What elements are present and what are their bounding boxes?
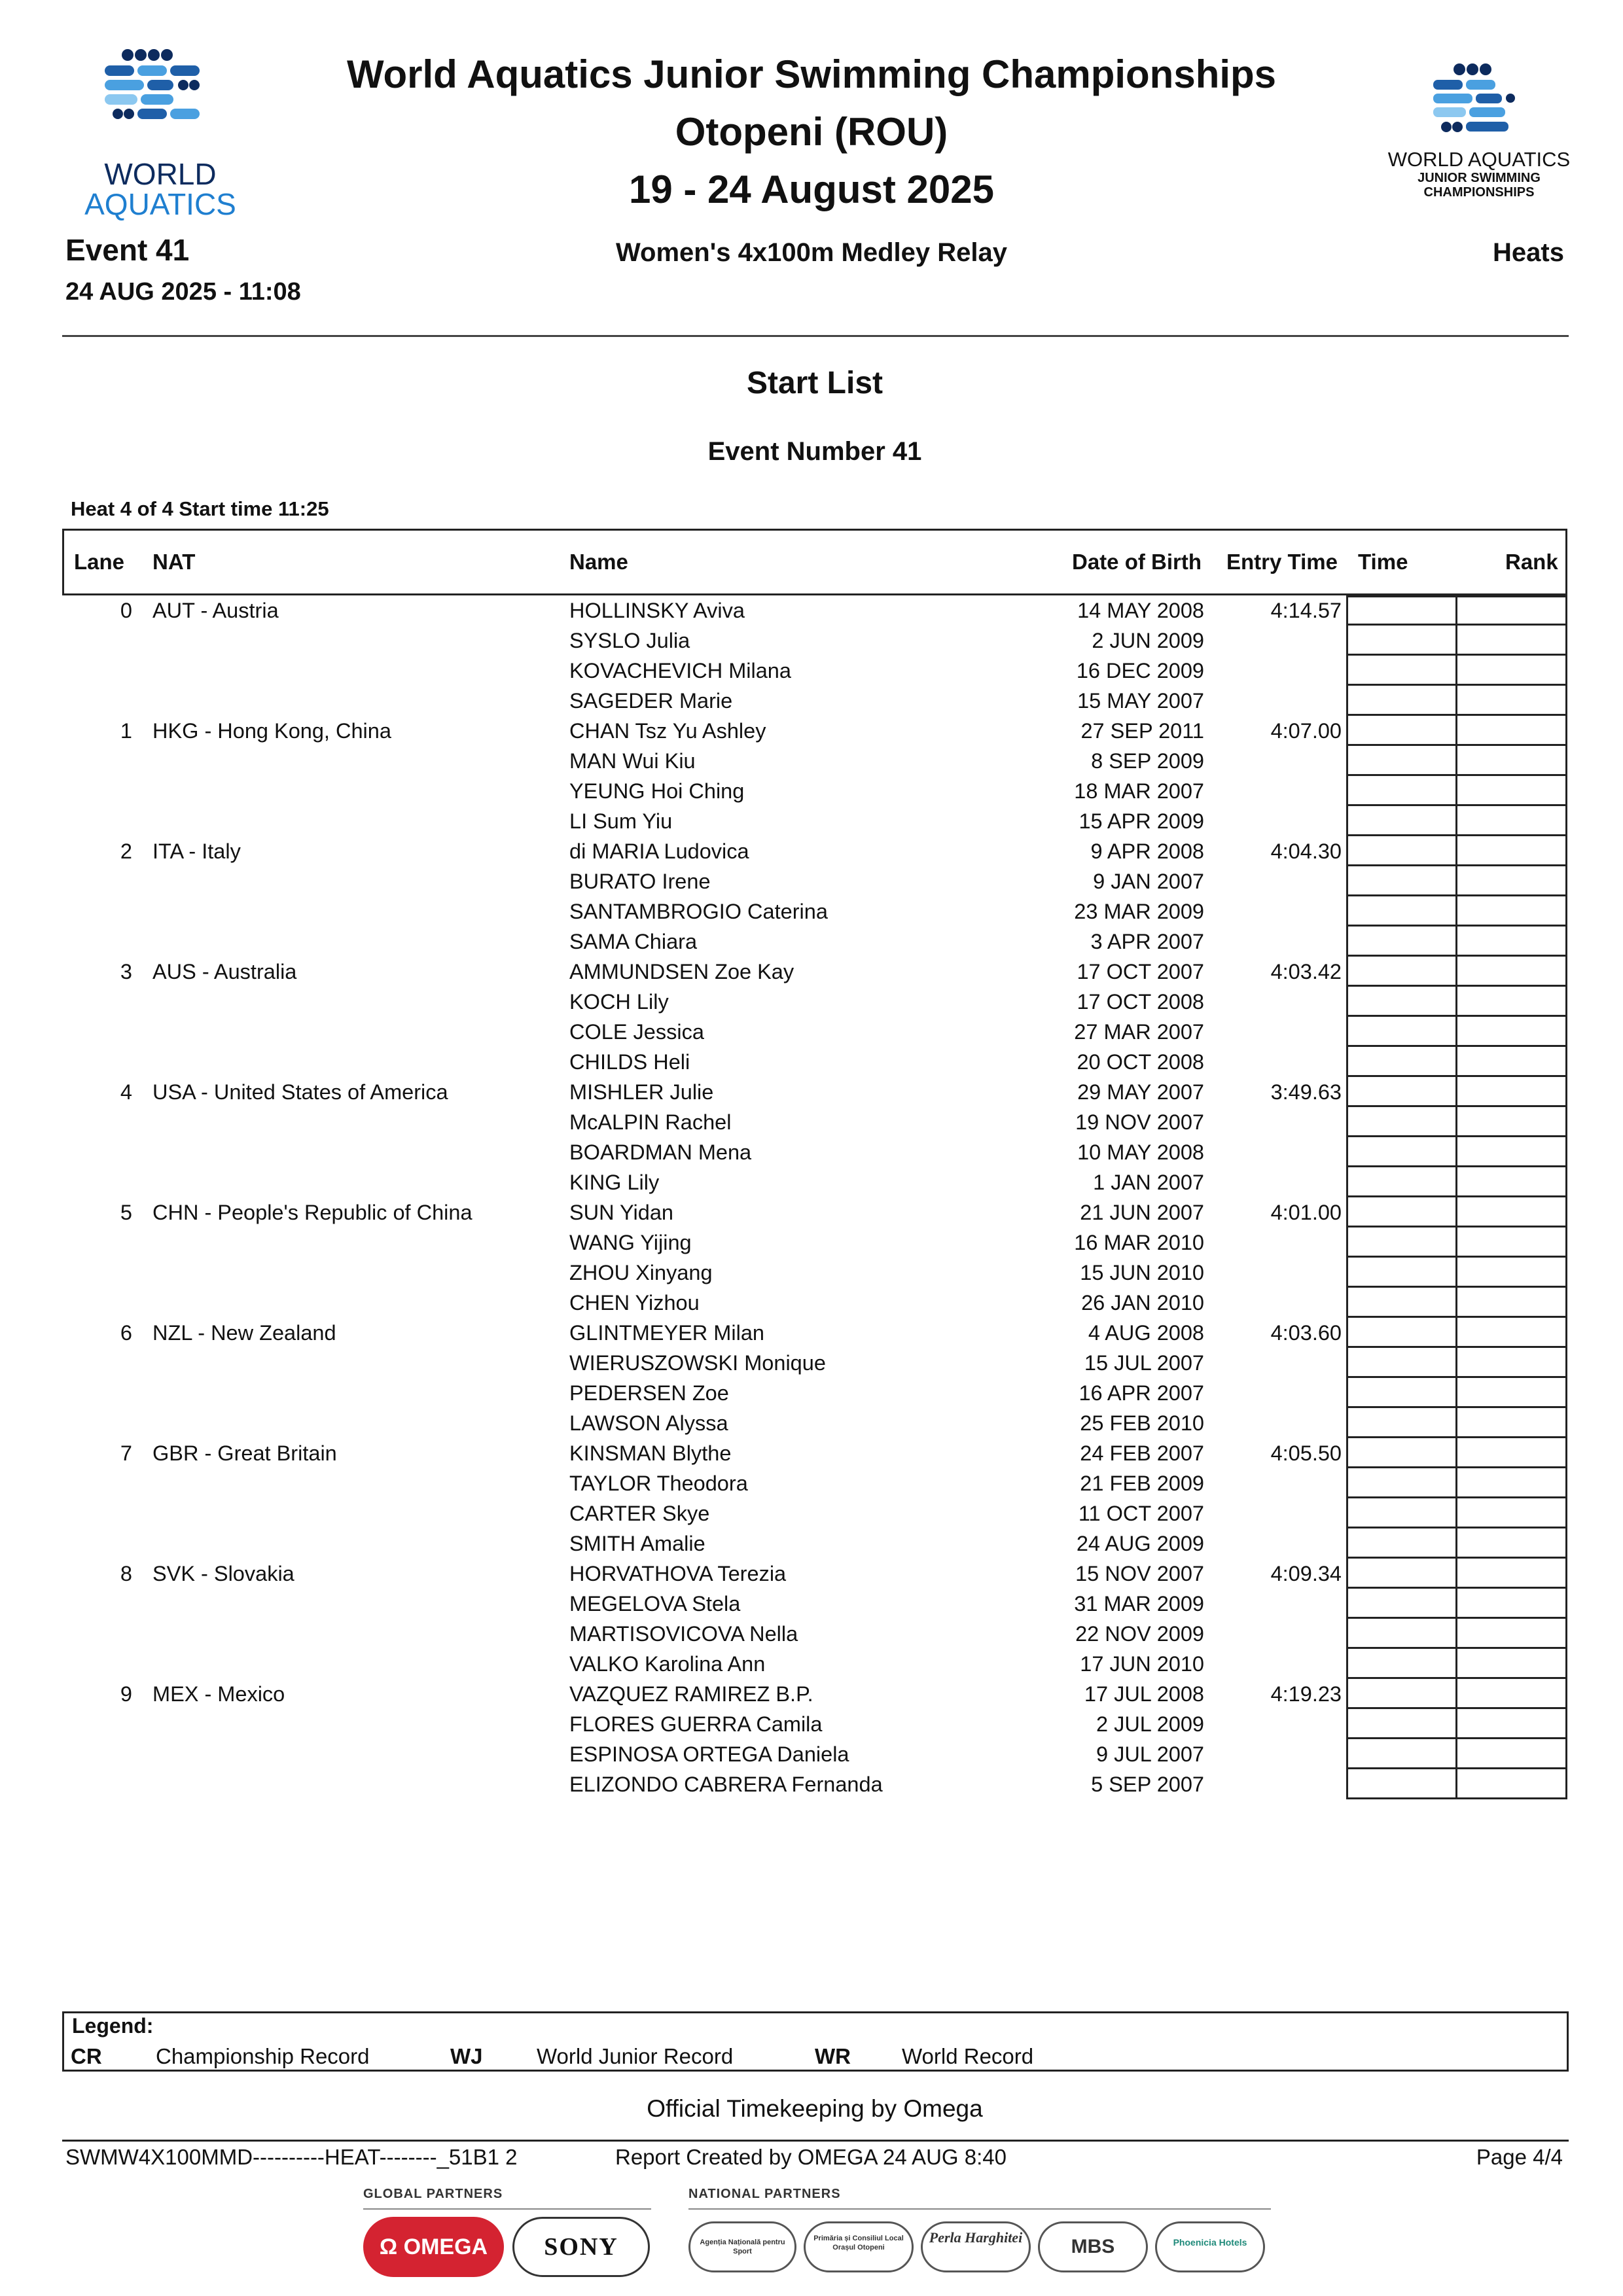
date-of-birth-cell: 22 NOV 2009 xyxy=(1075,1622,1204,1646)
nat-cell: NZL - New Zealand xyxy=(152,1321,336,1345)
time-cell xyxy=(1346,1468,1457,1498)
time-cell xyxy=(1346,1739,1457,1769)
heat-info: Heat 4 of 4 Start time 11:25 xyxy=(71,497,329,520)
time-cell xyxy=(1346,1679,1457,1709)
world-aquatics-logo xyxy=(65,44,255,221)
date-of-birth-cell: 16 DEC 2009 xyxy=(1076,659,1204,682)
time-cell xyxy=(1346,1137,1457,1167)
header-rank: Rank xyxy=(1505,550,1558,574)
table-row xyxy=(0,686,1623,716)
rank-cell xyxy=(1455,716,1567,746)
table-row xyxy=(0,866,1623,896)
swimmer-name-cell: MISHLER Julie xyxy=(569,1080,714,1104)
date-of-birth-cell: 27 MAR 2007 xyxy=(1074,1020,1204,1044)
table-row xyxy=(0,595,1623,626)
lane-cell: 5 xyxy=(120,1201,132,1224)
swimmer-name-cell: KINSMAN Blythe xyxy=(569,1441,732,1465)
time-cell xyxy=(1346,836,1457,866)
date-of-birth-cell: 20 OCT 2008 xyxy=(1077,1050,1204,1074)
rank-cell xyxy=(1455,1649,1567,1679)
otopeni-logo: Primăria și Consiliul Local Orașul Otopeni xyxy=(804,2221,914,2272)
table-row xyxy=(0,1318,1623,1348)
swimmer-name-cell: LI Sum Yiu xyxy=(569,809,673,833)
swimmer-name-cell: YEUNG Hoi Ching xyxy=(569,779,745,803)
lane-cell: 6 xyxy=(120,1321,132,1345)
rank-cell xyxy=(1455,1468,1567,1498)
date-of-birth-cell: 2 JUL 2009 xyxy=(1096,1712,1204,1736)
rank-cell xyxy=(1455,1167,1567,1197)
table-row xyxy=(0,957,1623,987)
time-cell xyxy=(1346,1107,1457,1137)
rank-cell xyxy=(1455,1589,1567,1619)
date-of-birth-cell: 27 SEP 2011 xyxy=(1080,719,1204,743)
rank-cell xyxy=(1455,987,1567,1017)
rank-cell xyxy=(1455,836,1567,866)
time-cell xyxy=(1346,1227,1457,1258)
header-name: Name xyxy=(569,550,628,574)
junior-championships-logo-icon xyxy=(1361,59,1597,157)
time-cell xyxy=(1346,1619,1457,1649)
lane-cell: 2 xyxy=(120,839,132,863)
nat-cell: MEX - Mexico xyxy=(152,1682,285,1706)
swimmer-name-cell: LAWSON Alyssa xyxy=(569,1411,728,1435)
document-title: Start List xyxy=(746,366,883,400)
legend-label-cr: Championship Record xyxy=(156,2044,370,2068)
date-of-birth-cell: 23 MAR 2009 xyxy=(1074,900,1204,923)
rank-cell xyxy=(1455,656,1567,686)
date-of-birth-cell: 17 OCT 2007 xyxy=(1077,960,1204,983)
rank-cell xyxy=(1455,626,1567,656)
rank-cell xyxy=(1455,1769,1567,1799)
header-lane: Lane xyxy=(74,550,125,574)
table-row xyxy=(0,716,1623,746)
swimmer-name-cell: ZHOU Xinyang xyxy=(569,1261,713,1284)
rank-cell xyxy=(1455,1288,1567,1318)
rank-cell xyxy=(1455,1739,1567,1769)
table-row xyxy=(0,1258,1623,1288)
swimmer-name-cell: MARTISOVICOVA Nella xyxy=(569,1622,798,1646)
time-cell xyxy=(1346,716,1457,746)
time-cell xyxy=(1346,1438,1457,1468)
rank-cell xyxy=(1455,1559,1567,1589)
rank-cell xyxy=(1455,746,1567,776)
date-of-birth-cell: 24 AUG 2009 xyxy=(1076,1532,1204,1555)
date-of-birth-cell: 17 JUN 2010 xyxy=(1080,1652,1204,1676)
entry-time-cell: 4:14.57 xyxy=(1270,599,1342,622)
swimmer-name-cell: VAZQUEZ RAMIREZ B.P. xyxy=(569,1682,813,1706)
rank-cell xyxy=(1455,686,1567,716)
rank-cell xyxy=(1455,1017,1567,1047)
swimmer-name-cell: SAMA Chiara xyxy=(569,930,698,953)
event-number: Event 41 xyxy=(65,233,190,267)
date-of-birth-cell: 1 JAN 2007 xyxy=(1093,1171,1204,1194)
time-cell xyxy=(1346,806,1457,836)
table-row xyxy=(0,1047,1623,1077)
table-row xyxy=(0,806,1623,836)
time-cell xyxy=(1346,1288,1457,1318)
lane-cell: 8 xyxy=(120,1562,132,1585)
perla-harghitei-logo: Perla Harghitei xyxy=(921,2221,1031,2272)
swimmer-name-cell: COLE Jessica xyxy=(569,1020,704,1044)
swimmer-name-cell: BURATO Irene xyxy=(569,870,711,893)
time-cell xyxy=(1346,746,1457,776)
time-cell xyxy=(1346,1769,1457,1799)
title-line-1: World Aquatics Junior Swimming Championships xyxy=(346,52,1277,96)
table-row xyxy=(0,1107,1623,1137)
page-number: Page 4/4 xyxy=(1476,2145,1563,2169)
table-row xyxy=(0,1589,1623,1619)
time-cell xyxy=(1346,1318,1457,1348)
rank-cell xyxy=(1455,1498,1567,1528)
rank-cell xyxy=(1455,776,1567,806)
table-row xyxy=(0,836,1623,866)
lane-cell: 7 xyxy=(120,1441,132,1465)
document-subtitle: Event Number 41 xyxy=(707,437,922,466)
table-row xyxy=(0,1528,1623,1559)
time-cell xyxy=(1346,1378,1457,1408)
date-of-birth-cell: 4 AUG 2008 xyxy=(1088,1321,1204,1345)
rank-cell xyxy=(1455,1197,1567,1227)
junior-championships-logo xyxy=(1361,59,1597,222)
date-of-birth-cell: 15 JUL 2007 xyxy=(1084,1351,1204,1375)
date-of-birth-cell: 8 SEP 2009 xyxy=(1091,749,1204,773)
nat-cell: GBR - Great Britain xyxy=(152,1441,337,1465)
table-row xyxy=(0,1559,1623,1589)
swimmer-name-cell: SAGEDER Marie xyxy=(569,689,733,713)
date-of-birth-cell: 11 OCT 2007 xyxy=(1078,1502,1204,1525)
date-of-birth-cell: 21 JUN 2007 xyxy=(1080,1201,1204,1224)
header-date-of-birth: Date of Birth xyxy=(1072,550,1202,574)
event-phase: Heats xyxy=(1493,238,1564,267)
rank-cell xyxy=(1455,1077,1567,1107)
swimmer-name-cell: HORVATHOVA Terezia xyxy=(569,1562,787,1585)
swimmer-name-cell: SUN Yidan xyxy=(569,1201,673,1224)
date-of-birth-cell: 17 JUL 2008 xyxy=(1084,1682,1204,1706)
swimmer-name-cell: MEGELOVA Stela xyxy=(569,1592,741,1616)
date-of-birth-cell: 15 MAY 2007 xyxy=(1077,689,1204,713)
mbs-logo: MBS xyxy=(1038,2221,1148,2272)
legend-title: Legend: xyxy=(72,2014,154,2038)
rank-cell xyxy=(1455,866,1567,896)
swimmer-name-cell: AMMUNDSEN Zoe Kay xyxy=(569,960,794,983)
swimmer-name-cell: di MARIA Ludovica xyxy=(569,839,749,863)
date-of-birth-cell: 31 MAR 2009 xyxy=(1074,1592,1204,1616)
time-cell xyxy=(1346,1528,1457,1559)
time-cell xyxy=(1346,1197,1457,1227)
time-cell xyxy=(1346,686,1457,716)
date-of-birth-cell: 15 APR 2009 xyxy=(1079,809,1204,833)
rank-cell xyxy=(1455,595,1567,626)
national-partners-rule xyxy=(688,2208,1271,2210)
swimmer-name-cell: KING Lily xyxy=(569,1171,660,1194)
rank-cell xyxy=(1455,1438,1567,1468)
table-row xyxy=(0,626,1623,656)
rank-cell xyxy=(1455,1709,1567,1739)
swimmer-name-cell: CARTER Skye xyxy=(569,1502,710,1525)
entry-time-cell: 4:03.60 xyxy=(1270,1321,1342,1345)
table-row xyxy=(0,1739,1623,1769)
date-of-birth-cell: 26 JAN 2010 xyxy=(1081,1291,1204,1315)
swimmer-name-cell: ELIZONDO CABRERA Fernanda xyxy=(569,1773,883,1796)
legend-code-wr: WR xyxy=(815,2044,851,2068)
time-cell xyxy=(1346,1258,1457,1288)
table-row xyxy=(0,1227,1623,1258)
logo-word-aquatics: AQUATICS xyxy=(84,187,236,221)
entry-time-cell: 4:01.00 xyxy=(1270,1201,1342,1224)
time-cell xyxy=(1346,957,1457,987)
time-cell xyxy=(1346,866,1457,896)
swimmer-name-cell: TAYLOR Theodora xyxy=(569,1472,748,1495)
legend-code-cr: CR xyxy=(71,2044,102,2068)
time-cell xyxy=(1346,1408,1457,1438)
lane-cell: 4 xyxy=(120,1080,132,1104)
time-cell xyxy=(1346,595,1457,626)
date-of-birth-cell: 16 MAR 2010 xyxy=(1074,1231,1204,1254)
start-list-rows xyxy=(0,595,1623,1799)
date-of-birth-cell: 24 FEB 2007 xyxy=(1080,1441,1204,1465)
nat-cell: ITA - Italy xyxy=(152,839,241,863)
date-of-birth-cell: 3 APR 2007 xyxy=(1090,930,1204,953)
table-row xyxy=(0,1167,1623,1197)
date-of-birth-cell: 25 FEB 2010 xyxy=(1080,1411,1204,1435)
entry-time-cell: 4:19.23 xyxy=(1270,1682,1342,1706)
document-code: SWMW4X100MMD----------HEAT--------_51B1 2 xyxy=(65,2145,518,2169)
header-divider xyxy=(62,335,1569,337)
event-datetime: 24 AUG 2025 - 11:08 xyxy=(65,278,301,306)
lane-cell: 3 xyxy=(120,960,132,983)
time-cell xyxy=(1346,1077,1457,1107)
title-line-3: 19 - 24 August 2025 xyxy=(628,168,995,211)
table-row xyxy=(0,1378,1623,1408)
time-cell xyxy=(1346,1709,1457,1739)
entry-time-cell: 4:03.42 xyxy=(1270,960,1342,983)
rank-cell xyxy=(1455,1378,1567,1408)
time-cell xyxy=(1346,1017,1457,1047)
time-cell xyxy=(1346,626,1457,656)
swimmer-name-cell: CHAN Tsz Yu Ashley xyxy=(569,719,766,743)
rank-cell xyxy=(1455,1619,1567,1649)
time-cell xyxy=(1346,1589,1457,1619)
legend-label-wj: World Junior Record xyxy=(537,2044,734,2068)
date-of-birth-cell: 15 NOV 2007 xyxy=(1075,1562,1204,1585)
date-of-birth-cell: 5 SEP 2007 xyxy=(1091,1773,1204,1796)
champ-logo-line-1: WORLD AQUATICS xyxy=(1387,148,1571,171)
report-created: Report Created by OMEGA 24 AUG 8:40 xyxy=(615,2145,1007,2169)
rank-cell xyxy=(1455,1227,1567,1258)
swimmer-name-cell: HOLLINSKY Aviva xyxy=(569,599,745,622)
nat-cell: USA - United States of America xyxy=(152,1080,448,1104)
legend-code-wj: WJ xyxy=(450,2044,483,2068)
nat-cell: SVK - Slovakia xyxy=(152,1562,294,1585)
table-row xyxy=(0,1348,1623,1378)
header-nat: NAT xyxy=(152,550,196,574)
time-cell xyxy=(1346,1498,1457,1528)
world-aquatics-logo-icon xyxy=(65,44,255,156)
time-cell xyxy=(1346,896,1457,927)
table-row xyxy=(0,1197,1623,1227)
swimmer-name-cell: BOARDMAN Mena xyxy=(569,1140,752,1164)
table-row xyxy=(0,1017,1623,1047)
legend-label-wr: World Record xyxy=(902,2044,1034,2068)
swimmer-name-cell: GLINTMEYER Milan xyxy=(569,1321,764,1345)
swimmer-name-cell: SANTAMBROGIO Caterina xyxy=(569,900,828,923)
swimmer-name-cell: FLORES GUERRA Camila xyxy=(569,1712,823,1736)
time-cell xyxy=(1346,1649,1457,1679)
table-row xyxy=(0,1077,1623,1107)
table-row xyxy=(0,987,1623,1017)
champ-logo-line-3: CHAMPIONSHIPS xyxy=(1423,185,1535,200)
lane-cell: 9 xyxy=(120,1682,132,1706)
national-partners-label: NATIONAL PARTNERS xyxy=(688,2187,841,2201)
date-of-birth-cell: 9 JUL 2007 xyxy=(1096,1742,1204,1766)
rank-cell xyxy=(1455,1137,1567,1167)
event-name: Women's 4x100m Medley Relay xyxy=(616,238,1007,267)
table-row xyxy=(0,776,1623,806)
date-of-birth-cell: 19 NOV 2007 xyxy=(1075,1110,1204,1134)
timekeeping-note: Official Timekeeping by Omega xyxy=(647,2095,983,2122)
date-of-birth-cell: 2 JUN 2009 xyxy=(1092,629,1204,652)
rank-cell xyxy=(1455,1047,1567,1077)
nat-cell: AUS - Australia xyxy=(152,960,297,983)
lane-cell: 0 xyxy=(120,599,132,622)
time-cell xyxy=(1346,1047,1457,1077)
swimmer-name-cell: PEDERSEN Zoe xyxy=(569,1381,729,1405)
swimmer-name-cell: SMITH Amalie xyxy=(569,1532,705,1555)
time-cell xyxy=(1346,1348,1457,1378)
nat-cell: CHN - People's Republic of China xyxy=(152,1201,473,1224)
date-of-birth-cell: 18 MAR 2007 xyxy=(1074,779,1204,803)
table-row xyxy=(0,1438,1623,1468)
table-row xyxy=(0,1408,1623,1438)
logo-word-world: WORLD xyxy=(104,157,217,191)
rank-cell xyxy=(1455,1318,1567,1348)
table-row xyxy=(0,1619,1623,1649)
champ-logo-line-2: JUNIOR SWIMMING xyxy=(1418,171,1541,185)
swimmer-name-cell: CHEN Yizhou xyxy=(569,1291,700,1315)
omega-logo: Ω OMEGA xyxy=(363,2217,504,2277)
entry-time-cell: 4:04.30 xyxy=(1270,839,1342,863)
table-row xyxy=(0,896,1623,927)
swimmer-name-cell: WIERUSZOWSKI Monique xyxy=(569,1351,826,1375)
date-of-birth-cell: 9 JAN 2007 xyxy=(1093,870,1204,893)
table-row xyxy=(0,927,1623,957)
rank-cell xyxy=(1455,806,1567,836)
rank-cell xyxy=(1455,957,1567,987)
nat-cell: HKG - Hong Kong, China xyxy=(152,719,391,743)
header-entry-time: Entry Time xyxy=(1226,550,1338,574)
table-row xyxy=(0,1137,1623,1167)
phoenicia-hotels-logo: Phoenicia Hotels xyxy=(1155,2221,1265,2272)
swimmer-name-cell: McALPIN Rachel xyxy=(569,1110,732,1134)
title-line-2: Otopeni (ROU) xyxy=(675,110,948,154)
rank-cell xyxy=(1455,1258,1567,1288)
entry-time-cell: 4:09.34 xyxy=(1270,1562,1342,1585)
time-cell xyxy=(1346,927,1457,957)
championship-title xyxy=(327,46,1296,219)
table-row xyxy=(0,656,1623,686)
table-row xyxy=(0,1288,1623,1318)
rank-cell xyxy=(1455,1348,1567,1378)
date-of-birth-cell: 17 OCT 2008 xyxy=(1077,990,1204,1014)
table-row xyxy=(0,1468,1623,1498)
swimmer-name-cell: MAN Wui Kiu xyxy=(569,749,696,773)
date-of-birth-cell: 15 JUN 2010 xyxy=(1080,1261,1204,1284)
entry-time-cell: 4:05.50 xyxy=(1270,1441,1342,1465)
rank-cell xyxy=(1455,927,1567,957)
footer-divider xyxy=(62,2140,1569,2142)
lane-cell: 1 xyxy=(120,719,132,743)
time-cell xyxy=(1346,1559,1457,1589)
table-row xyxy=(0,1679,1623,1709)
swimmer-name-cell: VALKO Karolina Ann xyxy=(569,1652,766,1676)
time-cell xyxy=(1346,776,1457,806)
swimmer-name-cell: CHILDS Heli xyxy=(569,1050,690,1074)
date-of-birth-cell: 29 MAY 2007 xyxy=(1077,1080,1204,1104)
swimmer-name-cell: WANG Yijing xyxy=(569,1231,692,1254)
time-cell xyxy=(1346,656,1457,686)
date-of-birth-cell: 9 APR 2008 xyxy=(1090,839,1204,863)
rank-cell xyxy=(1455,1107,1567,1137)
table-row xyxy=(0,1769,1623,1799)
swimmer-name-cell: KOCH Lily xyxy=(569,990,669,1014)
nat-cell: AUT - Austria xyxy=(152,599,279,622)
ans-logo: Agenția Națională pentru Sport xyxy=(688,2221,796,2272)
table-row xyxy=(0,1498,1623,1528)
rank-cell xyxy=(1455,1528,1567,1559)
date-of-birth-cell: 14 MAY 2008 xyxy=(1077,599,1204,622)
date-of-birth-cell: 16 APR 2007 xyxy=(1079,1381,1204,1405)
rank-cell xyxy=(1455,896,1567,927)
rank-cell xyxy=(1455,1408,1567,1438)
entry-time-cell: 4:07.00 xyxy=(1270,719,1342,743)
time-cell xyxy=(1346,987,1457,1017)
swimmer-name-cell: KOVACHEVICH Milana xyxy=(569,659,791,682)
entry-time-cell: 3:49.63 xyxy=(1270,1080,1342,1104)
swimmer-name-cell: SYSLO Julia xyxy=(569,629,690,652)
swimmer-name-cell: ESPINOSA ORTEGA Daniela xyxy=(569,1742,849,1766)
sony-logo: SONY xyxy=(512,2217,650,2277)
table-header-box xyxy=(62,529,1567,594)
table-row xyxy=(0,746,1623,776)
table-row xyxy=(0,1649,1623,1679)
time-cell xyxy=(1346,1167,1457,1197)
date-of-birth-cell: 10 MAY 2008 xyxy=(1077,1140,1204,1164)
rank-cell xyxy=(1455,1679,1567,1709)
global-partners-rule xyxy=(363,2208,651,2210)
global-partners-label: GLOBAL PARTNERS xyxy=(363,2187,503,2201)
header-time: Time xyxy=(1358,550,1408,574)
table-row xyxy=(0,1709,1623,1739)
date-of-birth-cell: 21 FEB 2009 xyxy=(1080,1472,1204,1495)
